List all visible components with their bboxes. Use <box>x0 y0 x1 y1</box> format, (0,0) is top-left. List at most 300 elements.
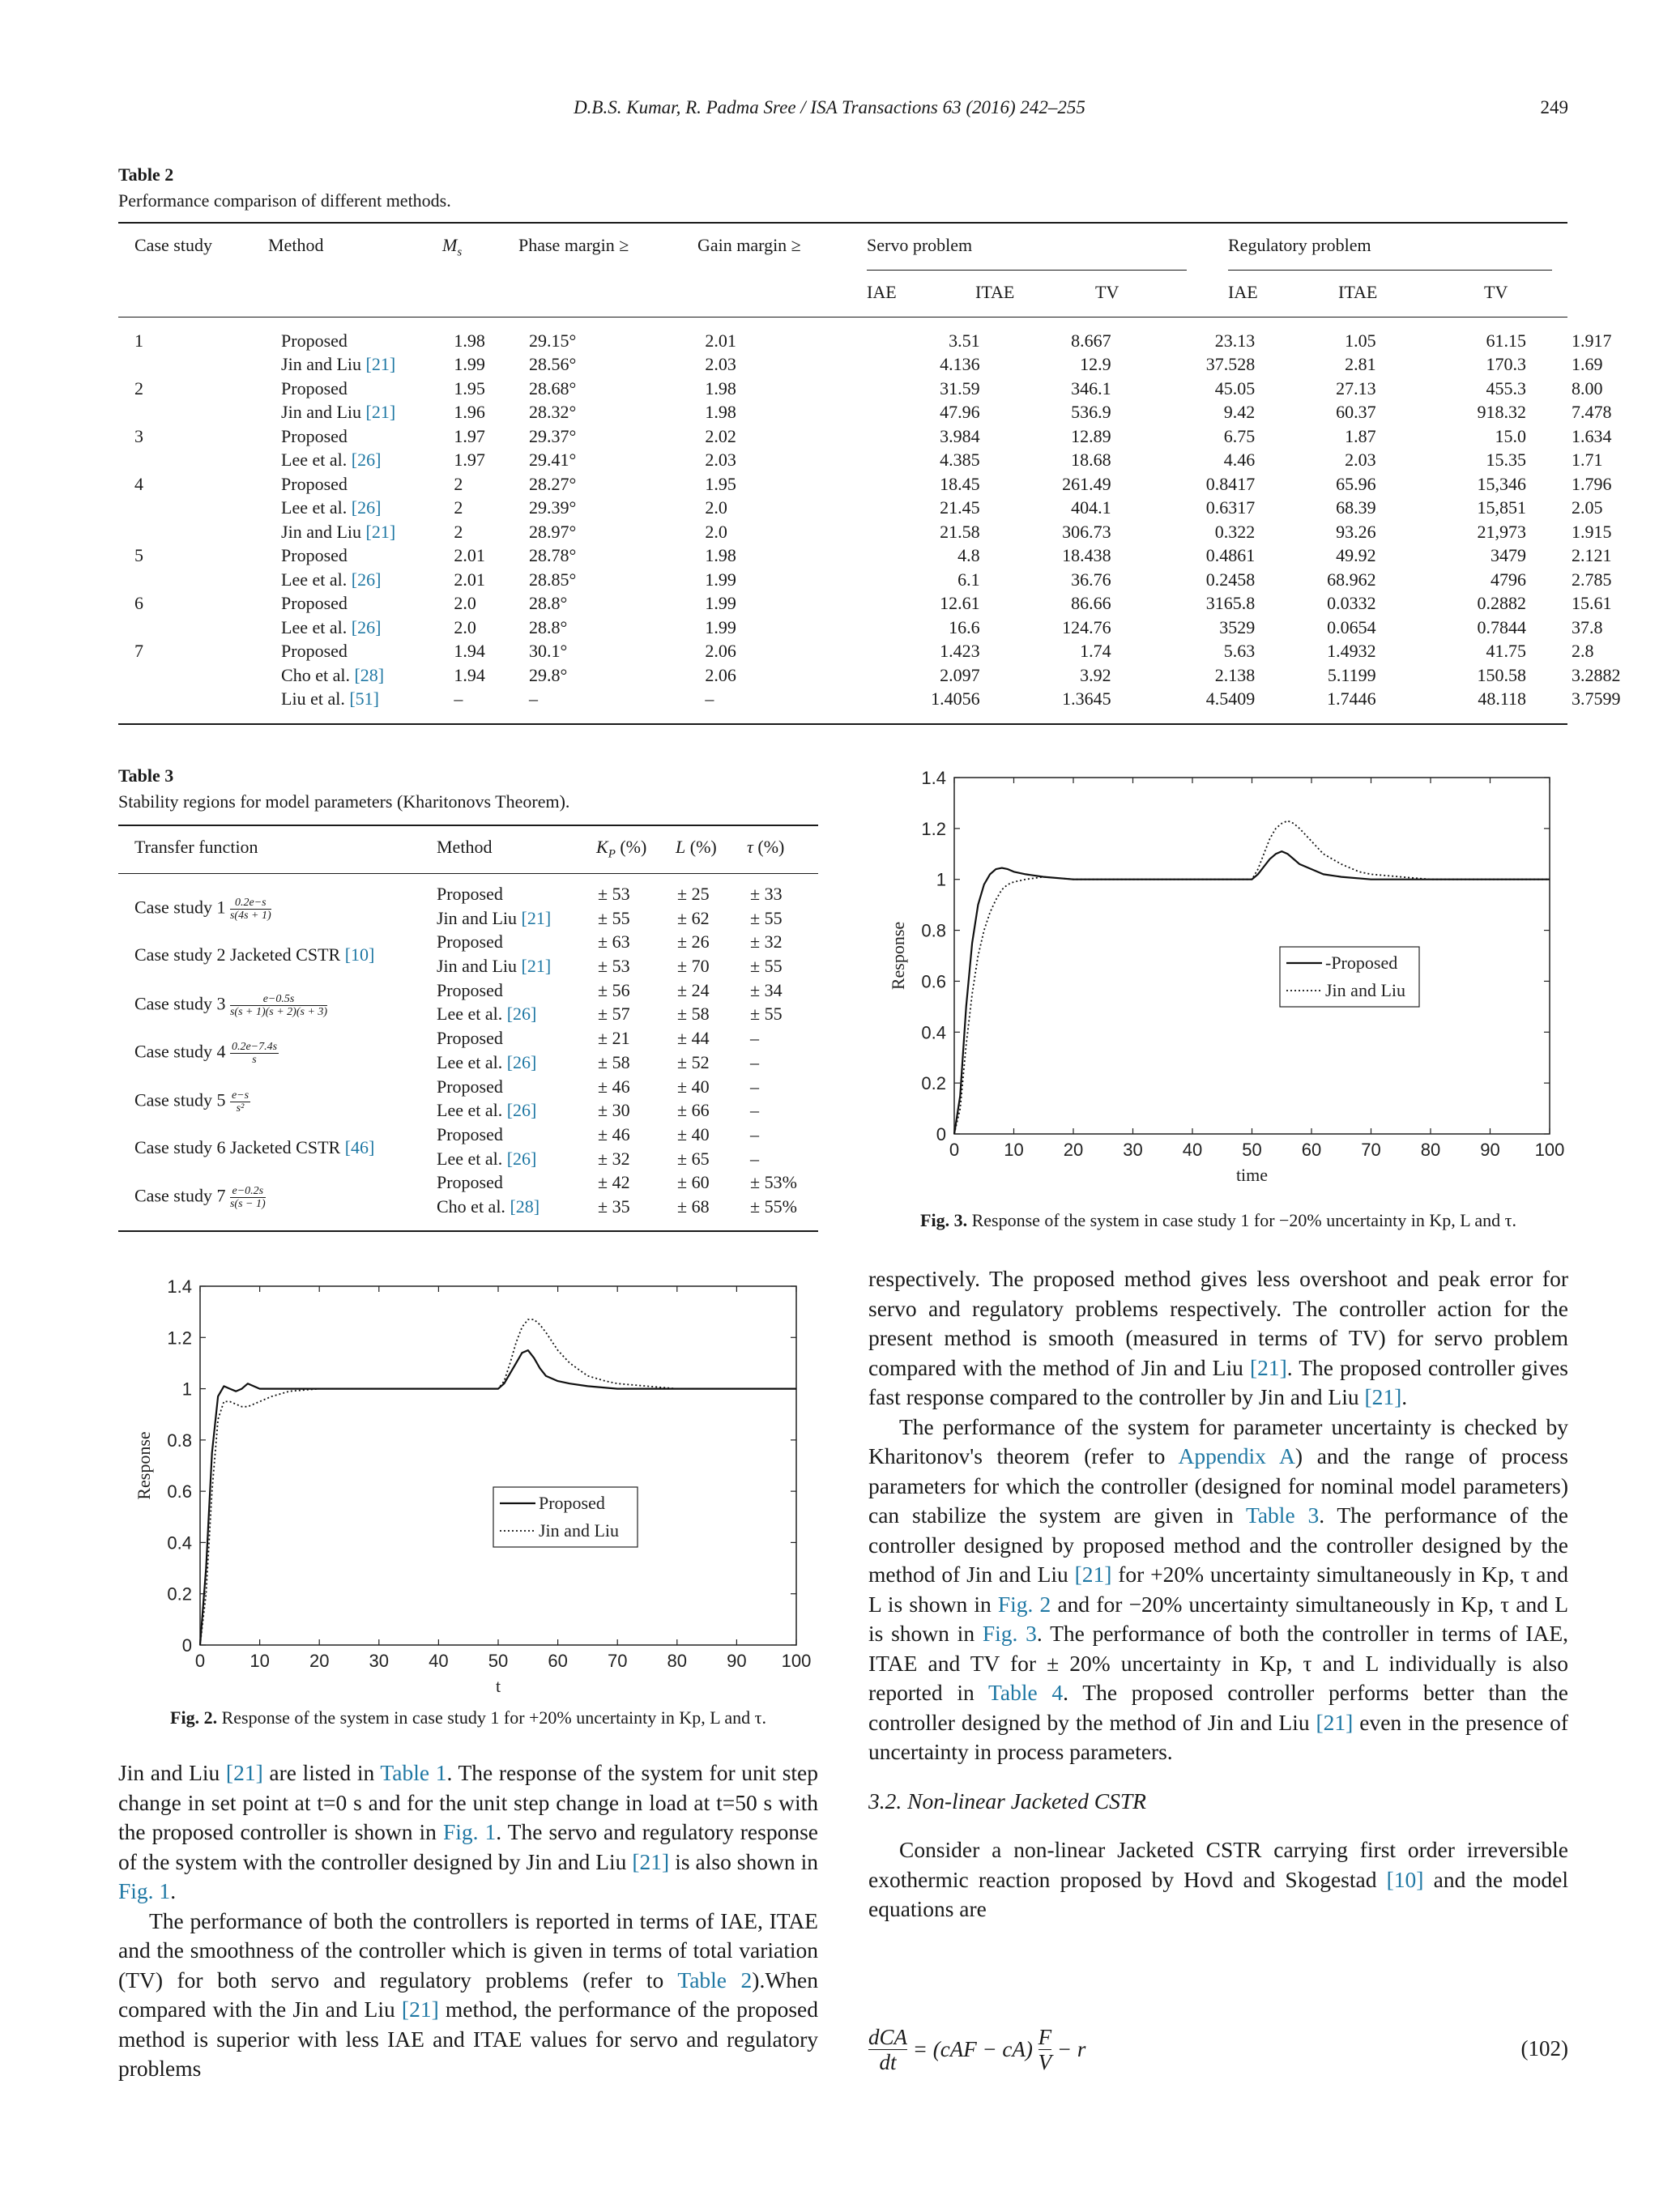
table-cell: 0.2882 <box>1477 593 1527 614</box>
table-cell: 1.71 <box>1572 450 1603 471</box>
table4-link[interactable]: Table 4 <box>988 1680 1064 1705</box>
table-cell: 2.02 <box>705 425 736 446</box>
ref-link[interactable]: [46] <box>344 1137 375 1157</box>
plot-frame <box>200 1286 796 1645</box>
right-paragraph-1: respectively. The proposed method gives less overshoot and peak error for servo and regulatory problems respectively. The controller action for the present method is smooth (measured in terms of TV) for servo problem compared with the method of Jin and Liu [21]. The proposed controller gives fast response compared to the controller by Jin and Liu [21]. <box>868 1266 1568 1409</box>
x-tick-label: 60 <box>1301 1140 1322 1160</box>
y-tick-label: 0.8 <box>921 920 946 941</box>
value-cell: ± 60 <box>677 1172 710 1193</box>
y-tick-label: 0.2 <box>167 1583 192 1605</box>
th-servo-itae: ITAE <box>975 282 1015 302</box>
eq-lhs-den: dt <box>879 2050 897 2074</box>
ref-link[interactable]: [21] <box>1316 1709 1354 1735</box>
table2-header <box>118 233 1567 302</box>
th-kp: $K_P$ (%) <box>596 837 647 861</box>
th-servo-tv: TV <box>1095 282 1120 302</box>
table-cell: Proposed <box>281 425 348 446</box>
value-cell: ± 70 <box>677 955 710 976</box>
x-tick-label: 50 <box>1242 1140 1262 1160</box>
ref-link[interactable]: [51] <box>344 688 379 710</box>
value-cell: ± 35 <box>598 1196 630 1217</box>
table-cell <box>118 616 281 640</box>
table-cell: 18.68 <box>1071 450 1111 471</box>
table-cell: 6.1 <box>957 569 980 590</box>
table-cell: 16.6 <box>949 616 980 637</box>
x-tick-label: 50 <box>488 1651 509 1671</box>
case-name: Case study 4 $\frac{0.2e-7.4s}{s}$ <box>134 1041 278 1067</box>
fig2-link[interactable]: Fig. 2 <box>997 1591 1051 1617</box>
table-cell: 68.962 <box>1327 569 1376 590</box>
case-name: Case study 3 $\frac{e-0.5s}{s(s + 1)(s + 2)(s + 3)}$ <box>134 992 328 1018</box>
table-row <box>118 520 1659 544</box>
table2-body <box>118 329 1659 711</box>
table-cell: 1.4932 <box>1327 641 1376 662</box>
value-cell: ± 56 <box>598 979 630 1000</box>
table-cell: 1.69 <box>1572 354 1603 375</box>
method-cell: Lee et al. [26] <box>437 1051 537 1072</box>
table-cell: 29.15° <box>529 330 577 351</box>
table-cell <box>118 663 281 688</box>
th-ms: $M_s$ <box>442 235 463 259</box>
table-cell: 37.8 <box>1572 616 1603 637</box>
value-cell: ± 32 <box>598 1148 630 1169</box>
table3-caption <box>118 765 569 812</box>
fig1-link[interactable]: Fig. 1 <box>442 1819 497 1844</box>
ref-link[interactable]: [21] <box>1074 1562 1112 1587</box>
fig1-link[interactable]: Fig. 1 <box>118 1878 171 1903</box>
table-cell: 1.915 <box>1572 521 1612 542</box>
table-cell: Proposed <box>281 330 348 351</box>
method-cell: Proposed <box>437 1124 503 1144</box>
table2-link[interactable]: Table 2 <box>677 1967 753 1993</box>
y-axis-label: Response <box>134 1431 154 1500</box>
transfer-function: $\frac{0.2e-s}{s(4s + 1)}$ <box>229 897 271 922</box>
table-cell: 60.37 <box>1336 402 1376 423</box>
value-cell: – <box>750 1076 759 1097</box>
x-tick-label: 0 <box>194 1651 206 1671</box>
transfer-function: $\frac{e-0.5s}{s(s + 1)(s + 2)(s + 3)}$ <box>229 992 328 1018</box>
method-cell: Lee et al. [26] <box>437 1004 537 1025</box>
plot-frame <box>954 778 1550 1134</box>
table-cell: 3479 <box>1491 545 1527 566</box>
th-transfer-function: Transfer function <box>134 837 258 857</box>
value-cell: ± 63 <box>598 931 630 953</box>
table-cell: 21,973 <box>1477 521 1527 542</box>
y-tick-label: 1.4 <box>167 1276 192 1297</box>
table-cell: 47.96 <box>940 402 980 423</box>
table-cell: Proposed <box>281 545 348 566</box>
table-cell: 306.73 <box>1062 521 1111 542</box>
table-cell: 1.05 <box>1345 330 1376 351</box>
table3-case <box>118 884 818 932</box>
ref-link[interactable]: [21] <box>401 1997 439 2022</box>
y-tick-label: 0.8 <box>167 1430 192 1451</box>
x-tick-label: 10 <box>249 1651 270 1671</box>
eq-f-den: V <box>1038 2050 1052 2074</box>
table-row <box>118 377 1659 401</box>
fig3-caption-text: Response of the system in case study 1 for −20% uncertainty in Kp, L and τ. <box>971 1210 1516 1230</box>
table-row <box>118 329 1659 353</box>
value-cell: – <box>750 1148 759 1169</box>
x-tick-label: 90 <box>1480 1140 1500 1160</box>
table-cell: 37.528 <box>1205 354 1256 375</box>
table-cell: 8.00 <box>1572 377 1603 399</box>
table-cell: 29.37° <box>529 425 577 446</box>
table-cell <box>118 688 281 712</box>
y-tick-label: 0.4 <box>921 1022 946 1043</box>
table-cell: 5.63 <box>1223 641 1256 662</box>
ref-link[interactable]: [26] <box>347 497 382 518</box>
table-cell: 4 <box>134 473 143 494</box>
ref-link[interactable]: [26] <box>502 1051 537 1072</box>
table-cell: Lee et al. [26] <box>281 497 382 518</box>
table3-link[interactable]: Table 3 <box>1245 1502 1320 1528</box>
table-cell <box>118 401 281 425</box>
table-cell: 29.8° <box>529 664 568 685</box>
table-cell: 1.87 <box>1345 425 1376 446</box>
servo-subrule <box>867 270 1187 271</box>
table-cell: 536.9 <box>1071 402 1111 423</box>
fig2-caption <box>118 1707 818 1728</box>
y-tick-label: 0.4 <box>167 1532 192 1554</box>
th-servo-iae: IAE <box>867 282 897 302</box>
x-tick-label: 30 <box>1123 1140 1143 1160</box>
table-cell: 4796 <box>1491 569 1527 590</box>
table-cell: 3529 <box>1219 616 1256 637</box>
right-paragraph-2: The performance of the system for parameter uncertainty is checked by Kharitonov's theorem (refer to Appendix A) and the range of process parameters for which the controller (designed for nominal model parameters) can stabilize the system are given in Table 3. The performance of the controller designed by proposed method and the controller designed by the method of Jin and Liu [21] for +20% uncertainty simultaneously in Kp, τ and L is shown in Fig. 2 and for −20% uncertainty simultaneously in Kp, τ and L is shown in Fig. 3. The performance of both the controller in terms of IAE, ITAE and TV for ± 20% uncertainty in Kp, τ and L individually is also reported in Table 4. The proposed controller performs better than the controller designed by the method of Jin and Liu [21] even in the presence of uncertainty in process parameters. <box>868 1413 1569 1764</box>
legend-label: Jin and Liu <box>1325 980 1405 1000</box>
ref-link[interactable]: [28] <box>505 1196 540 1217</box>
table-cell: 3.51 <box>949 330 980 351</box>
table-cell: 2.01 <box>454 569 485 590</box>
table-cell: 28.68° <box>529 377 577 399</box>
table-cell: 9.42 <box>1223 402 1256 423</box>
value-cell: ± 46 <box>598 1076 630 1097</box>
table-cell: 1.94 <box>454 664 485 685</box>
table-cell: 93.26 <box>1336 521 1376 542</box>
table-cell: 1.96 <box>454 402 485 423</box>
table-cell: 404.1 <box>1071 497 1111 518</box>
table-cell: 49.92 <box>1336 545 1376 566</box>
table3-top-rule <box>118 825 818 826</box>
x-tick-label: 40 <box>1182 1140 1203 1160</box>
table-cell: Lee et al. [26] <box>281 450 382 471</box>
section-heading: 3.2. Non-linear Jacketed CSTR <box>868 1788 1146 1813</box>
y-tick-label: 0 <box>936 1124 946 1144</box>
transfer-function: $\frac{0.2e-7.4s}{s}$ <box>231 1041 278 1067</box>
table-cell: 4.385 <box>940 450 980 471</box>
table-cell: 15.0 <box>1495 425 1527 446</box>
th-reg-itae: ITAE <box>1338 282 1378 302</box>
table-cell: 0.6317 <box>1205 497 1256 518</box>
table-cell: 2.03 <box>705 450 736 471</box>
table-cell: 3.984 <box>940 425 980 446</box>
y-tick-label: 1.2 <box>921 818 946 839</box>
value-cell: – <box>750 1051 759 1072</box>
x-tick-label: 100 <box>1534 1140 1565 1160</box>
table-cell: 31.59 <box>940 377 980 399</box>
table-cell: 346.1 <box>1071 377 1111 399</box>
th-servo: Servo problem <box>867 235 973 255</box>
table-cell: Proposed <box>281 593 348 614</box>
y-tick-label: 0.2 <box>921 1073 946 1094</box>
ref-link[interactable]: [21] <box>1364 1384 1402 1409</box>
value-cell: – <box>750 1100 759 1121</box>
table-cell: Liu et al. [51] <box>281 688 379 710</box>
table-row <box>118 401 1659 425</box>
table-cell: 4.46 <box>1223 450 1256 471</box>
value-cell: ± 55 <box>750 907 783 928</box>
x-tick-label: 10 <box>1004 1140 1024 1160</box>
left-column-text <box>118 1758 818 2084</box>
table-cell: 21.45 <box>940 497 980 518</box>
value-cell: ± 55 <box>750 1004 783 1025</box>
value-cell: ± 55 <box>598 907 630 928</box>
table-cell: Lee et al. [26] <box>281 569 382 590</box>
method-cell: Proposed <box>437 1076 503 1097</box>
table-cell: 1 <box>134 330 143 351</box>
fig3-caption <box>868 1210 1568 1231</box>
table-row <box>118 568 1659 592</box>
table-cell: 8.667 <box>1071 330 1111 351</box>
table-cell: 1.95 <box>454 377 485 399</box>
table-cell: 0.8417 <box>1205 473 1256 494</box>
table-cell: Jin and Liu [21] <box>281 521 396 542</box>
table-cell: 0.0654 <box>1327 616 1376 637</box>
table2-label: Table 2 <box>118 164 174 185</box>
table-cell <box>118 353 281 377</box>
table3-case <box>118 1124 818 1173</box>
table-cell: 2.81 <box>1345 354 1376 375</box>
table-cell <box>118 497 281 521</box>
table-cell: 2 <box>454 521 463 542</box>
table-cell: Proposed <box>281 473 348 494</box>
table-cell: 86.66 <box>1071 593 1111 614</box>
table-cell: 2.0 <box>705 497 727 518</box>
table-cell: 68.39 <box>1336 497 1376 518</box>
table3-case <box>118 1172 818 1221</box>
table-cell: 170.3 <box>1486 354 1527 375</box>
value-cell: ± 55% <box>750 1196 797 1217</box>
y-tick-label: 1.4 <box>921 768 946 788</box>
value-cell: ± 40 <box>677 1124 710 1144</box>
table-cell: Proposed <box>281 641 348 662</box>
th-case: Case study <box>134 235 212 255</box>
ref-link[interactable]: [26] <box>347 616 382 637</box>
eq-number: (102) <box>1520 2036 1568 2061</box>
table-cell: 2.097 <box>940 664 980 685</box>
method-cell: Proposed <box>437 1172 503 1193</box>
table-row <box>118 663 1659 688</box>
table-cell: 1.99 <box>454 354 485 375</box>
table-cell: 4.8 <box>957 545 980 566</box>
table-cell: 1.99 <box>705 616 736 637</box>
x-tick-label: 80 <box>667 1651 688 1671</box>
table-cell: 36.76 <box>1071 569 1111 590</box>
regulatory-subrule <box>1228 270 1552 271</box>
th-phase-margin: Phase margin ≥ <box>518 235 629 255</box>
y-tick-label: 0 <box>181 1635 192 1656</box>
ref-link[interactable]: [26] <box>502 1004 537 1025</box>
table-cell: 28.8° <box>529 593 568 614</box>
table3-case <box>118 931 818 980</box>
table-cell: 2.121 <box>1572 545 1612 566</box>
x-tick-label: 0 <box>949 1140 960 1160</box>
table3-case <box>118 1028 818 1076</box>
ref-link[interactable]: [21] <box>361 354 396 375</box>
fig3-link[interactable]: Fig. 3 <box>982 1621 1037 1646</box>
method-cell: Proposed <box>437 1028 503 1049</box>
ref-link[interactable]: [26] <box>502 1100 537 1121</box>
y-tick-label: 1.2 <box>167 1328 192 1349</box>
table-cell: 5 <box>134 545 143 566</box>
table-row <box>118 688 1659 712</box>
table-cell: 28.8° <box>529 616 568 637</box>
x-tick-label: 20 <box>309 1651 330 1671</box>
right-column-text <box>868 1264 1568 1924</box>
table-cell: 3.7599 <box>1572 688 1621 710</box>
table-cell: 0.0332 <box>1327 593 1376 614</box>
ref-link[interactable]: [10] <box>1386 1866 1424 1892</box>
table-cell: 6.75 <box>1223 425 1256 446</box>
ref-link[interactable]: [21] <box>517 955 552 976</box>
table-cell: 29.39° <box>529 497 577 518</box>
case-name: Case study 5 $\frac{e-s}{\text{s²}}$ <box>134 1089 249 1115</box>
ref-link[interactable]: [26] <box>502 1148 537 1169</box>
table-cell: 7 <box>134 641 143 662</box>
table-cell: 1.74 <box>1080 641 1111 662</box>
ref-link[interactable]: [21] <box>517 907 552 928</box>
table3-case <box>118 980 818 1029</box>
transfer-function: $\frac{e-s}{\text{s²}}$ <box>231 1089 249 1115</box>
table-cell: 1.99 <box>705 569 736 590</box>
table-cell: 6 <box>134 593 143 614</box>
journal-citation: D.B.S. Kumar, R. Padma Sree / ISA Transactions 63 (2016) 242–255 <box>574 97 1085 117</box>
value-cell: ± 58 <box>598 1051 630 1072</box>
x-tick-label: 70 <box>607 1651 628 1671</box>
ref-link[interactable]: [21] <box>1249 1354 1287 1380</box>
fig3-chart <box>867 761 1572 1199</box>
case-name: Case study 7 $\frac{e-0.2s}{s(s - 1)}$ <box>134 1185 266 1211</box>
value-cell: ± 25 <box>677 884 710 904</box>
case-name: Case study 6 Jacketed CSTR [46] <box>134 1137 375 1157</box>
table-cell: 1.7446 <box>1327 688 1376 710</box>
appendix-link[interactable]: Appendix A <box>1178 1443 1295 1468</box>
eq-f-num: F <box>1038 2025 1052 2049</box>
th-regulatory: Regulatory problem <box>1228 235 1371 255</box>
table-cell: 15,851 <box>1477 497 1527 518</box>
left-paragraph-1: Jin and Liu [21] are listed in Table 1. The response of the system for unit step change in set point at t=0 s and for the unit step change in load at t=50 s with the proposed controller is shown in Fig. 1. The servo and regulatory response of the system with the controller designed by Jin and Liu [21] is also shown in Fig. 1. <box>118 1760 818 1903</box>
table-cell: 1.3645 <box>1062 688 1111 710</box>
table-cell: 2.01 <box>705 330 736 351</box>
table-cell: 21.58 <box>940 521 980 542</box>
table-cell: 48.118 <box>1478 688 1527 710</box>
ref-link[interactable]: [21] <box>225 1760 263 1785</box>
table1-link[interactable]: Table 1 <box>380 1760 447 1785</box>
table-cell: 2.0 <box>705 521 727 542</box>
table-cell: 2.06 <box>705 641 736 662</box>
table-cell: 1.98 <box>705 545 736 566</box>
x-tick-label: 80 <box>1420 1140 1441 1160</box>
table-cell: 2.05 <box>1572 497 1603 518</box>
value-cell: ± 46 <box>598 1124 630 1144</box>
table-cell: 2 <box>454 473 463 494</box>
x-tick-label: 20 <box>1063 1140 1084 1160</box>
table-cell: 124.76 <box>1062 616 1111 637</box>
x-tick-label: 30 <box>369 1651 390 1671</box>
table-cell: 28.85° <box>529 569 577 590</box>
table3-head-rule <box>118 873 818 874</box>
table-cell: 65.96 <box>1336 473 1376 494</box>
table-cell: 41.75 <box>1486 641 1527 662</box>
fig2-caption-text: Response of the system in case study 1 for +20% uncertainty in Kp, L and τ. <box>221 1707 766 1728</box>
table-cell: 1.94 <box>454 641 485 662</box>
case-name: Case study 1 $\frac{0.2e-s}{s(4s + 1)}$ <box>134 897 271 922</box>
table-row <box>118 497 1659 521</box>
table-cell: 0.4861 <box>1205 545 1256 566</box>
table2-caption-text: Performance comparison of different methods. <box>118 190 451 211</box>
table-cell: 2.03 <box>705 354 736 375</box>
table-cell: Cho et al. [28] <box>281 664 385 685</box>
ref-link[interactable]: [26] <box>347 569 382 590</box>
table-cell: 1.917 <box>1572 330 1612 351</box>
table-row <box>118 616 1659 640</box>
method-cell: Jin and Liu [21] <box>437 955 552 976</box>
table-row <box>118 544 1659 569</box>
ref-link[interactable]: [21] <box>361 402 396 423</box>
table2-head-rule <box>118 317 1567 318</box>
value-cell: ± 42 <box>598 1172 630 1193</box>
table-cell: 18.438 <box>1062 545 1111 566</box>
fig3-caption-label: Fig. 3. <box>920 1210 968 1230</box>
table-cell: 3.92 <box>1080 664 1111 685</box>
value-cell: ± 44 <box>677 1028 710 1049</box>
eq-lhs-num: dCA <box>868 2025 908 2049</box>
ref-link[interactable]: [26] <box>347 450 382 471</box>
table-cell: 3.2882 <box>1572 664 1621 685</box>
table-cell: 15,346 <box>1477 473 1527 494</box>
table-cell: 1.423 <box>940 641 980 662</box>
table-cell: – <box>454 688 463 710</box>
table-cell: 28.27° <box>529 473 577 494</box>
y-tick-label: 1 <box>936 869 946 890</box>
ref-link[interactable]: [28] <box>349 664 385 685</box>
value-cell: ± 40 <box>677 1076 710 1097</box>
method-cell: Jin and Liu [21] <box>437 907 552 928</box>
value-cell: ± 33 <box>750 884 783 904</box>
table-cell: 2 <box>134 377 143 399</box>
table-cell: 3 <box>134 425 143 446</box>
value-cell: ± 53 <box>598 884 630 904</box>
table-cell: 261.49 <box>1062 473 1111 494</box>
table-cell: 1.98 <box>705 402 736 423</box>
table-cell: 0.2458 <box>1205 569 1256 590</box>
table-cell: 12.9 <box>1080 354 1111 375</box>
value-cell: ± 21 <box>598 1028 630 1049</box>
table-cell: 2.06 <box>705 664 736 685</box>
case-name: Case study 2 Jacketed CSTR [10] <box>134 944 375 965</box>
table-row <box>118 449 1659 473</box>
ref-link[interactable]: [21] <box>361 521 396 542</box>
table-row <box>118 424 1659 449</box>
table-cell: – <box>529 688 539 710</box>
ref-link[interactable]: [10] <box>344 944 375 965</box>
x-tick-label: 70 <box>1361 1140 1381 1160</box>
ref-link[interactable]: [21] <box>632 1848 670 1874</box>
table-cell: 455.3 <box>1486 377 1527 399</box>
table-cell: 7.478 <box>1572 402 1612 423</box>
table-cell: 2.0 <box>454 616 476 637</box>
